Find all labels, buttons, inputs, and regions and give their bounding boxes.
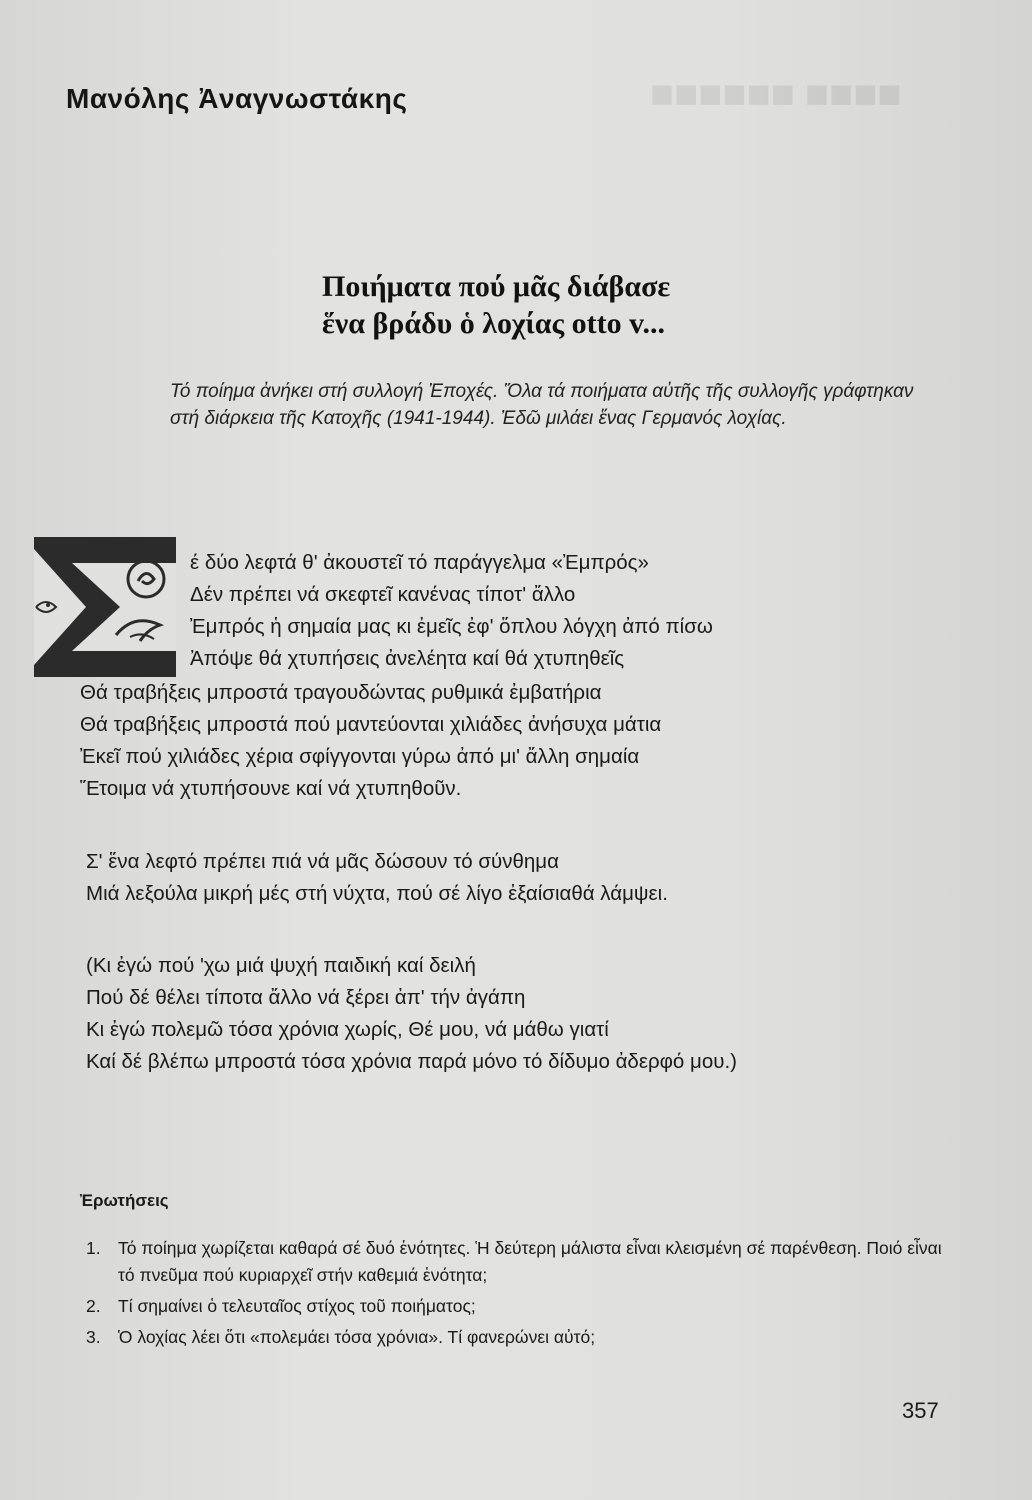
question-number: 3. (86, 1327, 101, 1347)
questions-list (86, 1235, 952, 1355)
question-item (86, 1324, 952, 1351)
poem-line: Ἐμπρός ἡ σημαία μας κι ἐμεῖς ἐφ' ὅπλου λόγχη ἀπό πίσω (190, 615, 713, 638)
poem-line: Ἐκεῖ πού χιλιάδες χέρια σφίγγονται γύρω ἀπό μι' ἄλλη σημαία (80, 745, 640, 768)
poem-title (322, 268, 670, 342)
author-name: Μανόλης Ἀναγνωστάκης (66, 83, 408, 114)
show-through-artifact: ■■■■ ■■■■■■ (650, 71, 902, 116)
stanza-1-full (80, 677, 661, 805)
stanza-1-indented (190, 547, 713, 675)
questions-heading: Ἐρωτήσεις (80, 1191, 169, 1210)
poem-line: Δέν πρέπει νά σκεφτεῖ κανένας τίποτ' ἄλλο (190, 583, 576, 606)
poem-line: (Κι ἐγώ πού 'χω μιά ψυχή παιδική καί δειλή (86, 954, 476, 977)
poem-title-line-1: Ποιήματα πού μᾶς διάβασε (322, 270, 671, 303)
poem-line: Πού δέ θέλει τίποτα ἄλλο νά ξέρει ἀπ' τήν ἀγάπη (86, 986, 526, 1009)
poem-title-line-2: ἕνα βράδυ ὁ λοχίας otto v... (322, 307, 665, 340)
question-text: Τό ποίημα χωρίζεται καθαρά σέ δυό ἑνότητες. Ἡ δεύτερη μάλιστα εἶναι κλεισμένη σέ παρένθεση. Ποιό εἶναι τό πνεῦμα πού κυριαρχεῖ στήν καθεμιά ἑνότητα; (118, 1238, 942, 1285)
stanza-2 (86, 846, 668, 910)
poem-line: έ δύο λεφτά θ' ἀκουστεῖ τό παράγγελμα «Ἐμπρός» (190, 551, 649, 574)
stanza-3 (86, 950, 737, 1078)
question-text: Τί σημαίνει ὁ τελευταῖος στίχος τοῦ ποιήματος; (118, 1296, 476, 1316)
question-item (86, 1235, 952, 1289)
question-number: 2. (86, 1296, 101, 1316)
intro-note: Τό ποίημα ἀνήκει στή συλλογή Ἐποχές. Ὅλα τά ποιήματα αὐτῆς τῆς συλλογῆς γράφτηκαν στή διάρκεια τῆς Κατοχῆς (1941-1944). Ἐδῶ μιλάει ἕνας Γερμανός λοχίας. (170, 381, 914, 429)
poem-line: Θά τραβήξεις μπροστά τραγουδώντας ρυθμικά ἐμβατήρια (80, 681, 602, 704)
poem-line: Καί δέ βλέπω μπροστά τόσα χρόνια παρά μόνο τό δίδυμο ἀδερφό μου.) (86, 1050, 737, 1073)
poem-line: Μιά λεξούλα μικρή μές στή νύχτα, πού σέ λίγο ἐξαίσιαθά λάμψει. (86, 882, 668, 905)
poem-line: Ἕτοιμα νά χτυπήσουνε καί νά χτυπηθοῦν. (80, 777, 462, 800)
drop-cap-sigma-ornament (34, 537, 176, 677)
poem-line: Ἀπόψε θά χτυπήσεις ἀνελέητα καί θά χτυπηθεῖς (190, 647, 625, 670)
poem-line: Θά τραβήξεις μπροστά πού μαντεύονται χιλιάδες ἀνήσυχα μάτια (80, 713, 662, 736)
question-number: 1. (86, 1238, 101, 1258)
poem-line: Κι ἐγώ πολεμῶ τόσα χρόνια χωρίς, Θέ μου, νά μάθω γιατί (86, 1018, 609, 1041)
question-text: Ὁ λοχίας λέει ὅτι «πολεμάει τόσα χρόνια». Τί φανερώνει αὐτό; (118, 1327, 596, 1347)
page-number: 357 (902, 1398, 939, 1423)
question-item (86, 1293, 952, 1320)
poem-line: Σ' ἕνα λεφτό πρέπει πιά νά μᾶς δώσουν τό σύνθημα (86, 850, 559, 873)
